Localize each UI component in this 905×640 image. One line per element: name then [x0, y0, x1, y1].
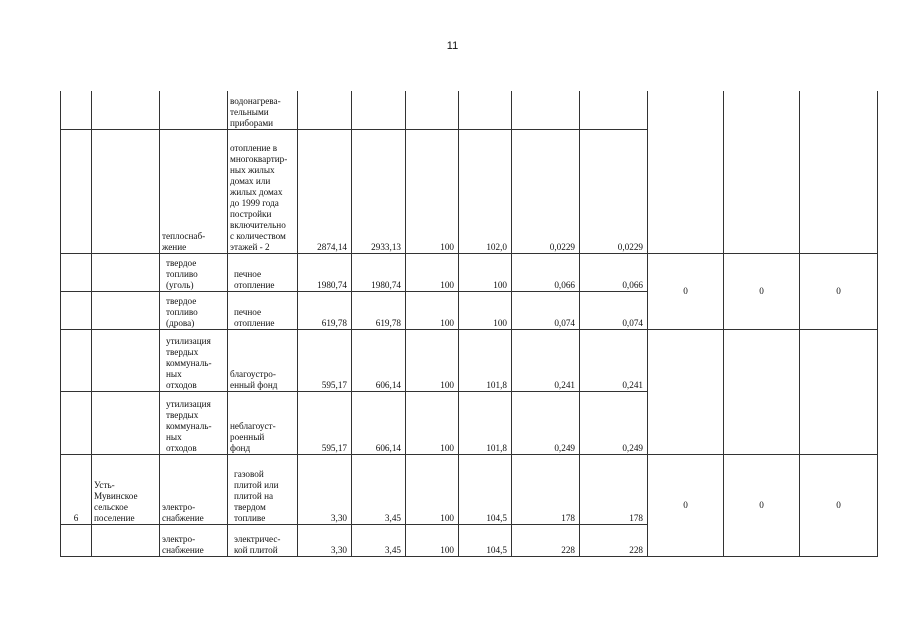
cell-usage: отопление в многоквартир- ных жилых домах или жилых домах до 1999 года постройки включительно с количеством этажей - 2	[228, 129, 298, 253]
cell-value-2: 619,78	[352, 291, 406, 329]
cell-extra: 0	[800, 253, 878, 329]
cell-percent-1: 100	[406, 524, 459, 556]
table-row	[61, 91, 878, 129]
cell-value-1: 2874,14	[298, 129, 352, 253]
page-number: 11	[446, 40, 459, 52]
cell-value-1: 3,30	[298, 454, 352, 524]
cell-service	[160, 91, 228, 129]
cell-service: электро- снабжение	[160, 524, 228, 556]
table-row	[61, 454, 878, 524]
cell-value-1: 3,30	[298, 524, 352, 556]
cell-service: утилизация твердых коммуналь- ных отходов	[160, 329, 228, 391]
cell-norm-1: 178	[512, 454, 580, 524]
cell-percent-2: 100	[459, 291, 512, 329]
cell-extra: 0	[648, 454, 724, 556]
cell-value-1: 1980,74	[298, 253, 352, 291]
cell-num	[61, 91, 92, 129]
cell-norm-2: 0,074	[580, 291, 648, 329]
cell-percent-2: 101,8	[459, 329, 512, 391]
cell-num: 6	[61, 454, 92, 524]
cell-usage: печное отопление	[228, 291, 298, 329]
cell-value-1: 595,17	[298, 391, 352, 454]
cell-norm-2: 0,066	[580, 253, 648, 291]
cell-norm-1: 228	[512, 524, 580, 556]
cell-percent-2: 100	[459, 253, 512, 291]
cell-norm-1: 0,066	[512, 253, 580, 291]
cell-value-1: 619,78	[298, 291, 352, 329]
cell-value-1: 595,17	[298, 329, 352, 391]
cell-percent-1: 100	[406, 253, 459, 291]
cell-service: утилизация твердых коммуналь- ных отходов	[160, 391, 228, 454]
cell-norm-2: 0,0229	[580, 129, 648, 253]
cell-settlement	[92, 91, 160, 129]
cell-percent-2: 101,8	[459, 391, 512, 454]
cell-percent-1: 100	[406, 391, 459, 454]
table-row	[61, 253, 878, 291]
cell-service: твердое топливо (дрова)	[160, 291, 228, 329]
cell-service: теплоснаб- жение	[160, 129, 228, 253]
cell-usage: благоустро- енный фонд	[228, 329, 298, 391]
cell-percent-2: 104,5	[459, 524, 512, 556]
cell-norm-1: 0,074	[512, 291, 580, 329]
cell-usage: неблагоуст- роенный фонд	[228, 391, 298, 454]
cell-norm-1: 0,0229	[512, 129, 580, 253]
cell-norm-1: 0,241	[512, 329, 580, 391]
cell-norm-1: 0,249	[512, 391, 580, 454]
cell-percent-2: 102,0	[459, 129, 512, 253]
cell-extra: 0	[648, 253, 724, 329]
cell-value-2: 606,14	[352, 391, 406, 454]
cell-usage: водонагрева- тельными приборами	[228, 91, 298, 129]
cell-extra: 0	[800, 454, 878, 556]
cell-percent-1: 100	[406, 329, 459, 391]
cell-extra: 0	[724, 253, 800, 329]
cell-percent-1: 100	[406, 454, 459, 524]
cell-usage: газовой плитой или плитой на твердом топливе	[228, 454, 298, 524]
cell-norm-2: 178	[580, 454, 648, 524]
cell-percent-2: 104,5	[459, 454, 512, 524]
cell-usage: электричес- кой плитой	[228, 524, 298, 556]
tariff-table	[60, 91, 878, 557]
cell-usage: печное отопление	[228, 253, 298, 291]
cell-settlement: Усть- Мувинское сельское поселение	[92, 454, 160, 524]
table-row	[61, 329, 878, 391]
cell-service: твердое топливо (уголь)	[160, 253, 228, 291]
cell-percent-1: 100	[406, 129, 459, 253]
cell-value-2: 606,14	[352, 329, 406, 391]
cell-extra: 0	[724, 454, 800, 556]
cell-norm-2: 0,249	[580, 391, 648, 454]
cell-value-2: 3,45	[352, 524, 406, 556]
cell-percent-1: 100	[406, 291, 459, 329]
cell-value-2: 2933,13	[352, 129, 406, 253]
cell-service: электро- снабжение	[160, 454, 228, 524]
cell-value-2: 1980,74	[352, 253, 406, 291]
cell-norm-2: 228	[580, 524, 648, 556]
cell-norm-2: 0,241	[580, 329, 648, 391]
cell-value-2: 3,45	[352, 454, 406, 524]
